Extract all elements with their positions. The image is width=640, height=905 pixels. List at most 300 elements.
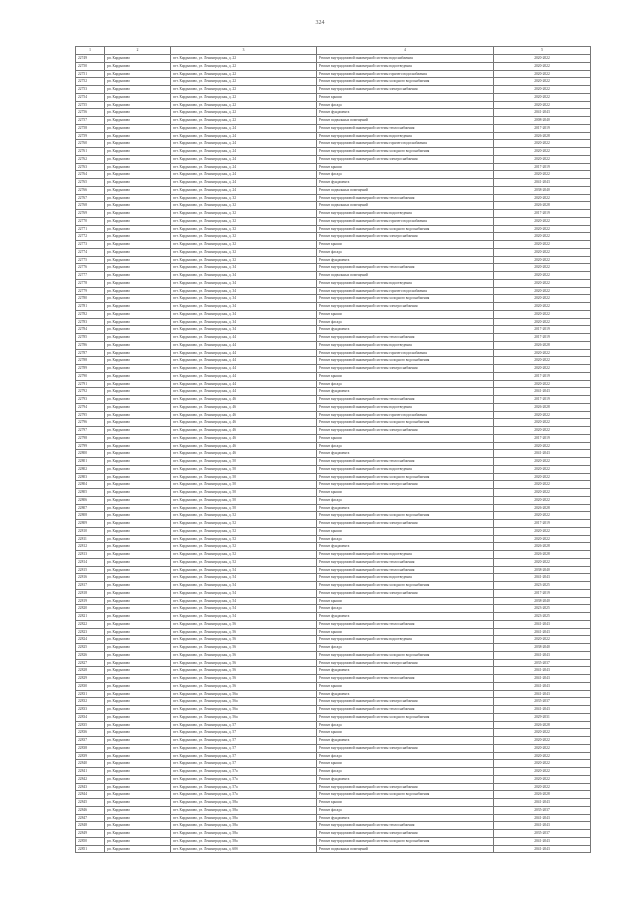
period-cell: 2020-2022 [494, 78, 591, 86]
row-number: 22795 [76, 411, 105, 419]
table-row [76, 450, 591, 458]
period-cell: 2020-2022 [494, 527, 591, 535]
work-type-cell: Ремонт фундамента [317, 775, 494, 783]
work-type-cell: Ремонт крыши [317, 729, 494, 737]
settlement-cell: рп. Кардымово [105, 210, 171, 218]
work-type-cell: Ремонт фасада [317, 535, 494, 543]
work-type-cell: Ремонт внутридомовой инженерной системы теплоснабжения [317, 194, 494, 202]
row-number: 22840 [76, 760, 105, 768]
table-row [76, 613, 591, 621]
period-cell: 2020-2022 [494, 225, 591, 233]
work-type-cell: Ремонт фасада [317, 806, 494, 814]
period-cell: 2020-2022 [494, 310, 591, 318]
table-row [76, 148, 591, 156]
row-number: 22804 [76, 481, 105, 489]
row-number: 22771 [76, 225, 105, 233]
period-cell: 2026-2028 [494, 132, 591, 140]
settlement-cell: рп. Кардымово [105, 241, 171, 249]
settlement-cell: рп. Кардымово [105, 411, 171, 419]
address-cell: пгт. Кардымово, ул. Ленинградская, д. 24 [171, 140, 317, 148]
row-number: 22789 [76, 365, 105, 373]
table-row [76, 256, 591, 264]
row-number: 22786 [76, 341, 105, 349]
settlement-cell: рп. Кардымово [105, 334, 171, 342]
period-cell: 2020-2022 [494, 411, 591, 419]
settlement-cell: рп. Кардымово [105, 837, 171, 845]
row-number: 22800 [76, 450, 105, 458]
address-cell: пгт. Кардымово, ул. Ленинградская, д. 44 [171, 357, 317, 365]
address-cell: пгт. Кардымово, ул. Ленинградская, д. 56 [171, 651, 317, 659]
address-cell: пгт. Кардымово, ул. Ленинградская, д. 54 [171, 566, 317, 574]
address-cell: пгт. Кардымово, ул. Ленинградская, д. 57 [171, 752, 317, 760]
work-type-cell: Ремонт крыши [317, 310, 494, 318]
address-cell: пгт. Кардымово, ул. Ленинградская, д. 34 [171, 310, 317, 318]
period-cell: 2041-2043 [494, 845, 591, 853]
row-number: 22835 [76, 721, 105, 729]
period-cell: 2020-2022 [494, 729, 591, 737]
work-type-cell: Ремонт внутридомовой инженерной системы электроснабжения [317, 589, 494, 597]
period-cell: 2020-2022 [494, 349, 591, 357]
work-type-cell: Ремонт внутридомовой инженерной системы электроснабжения [317, 365, 494, 373]
period-cell: 2020-2022 [494, 70, 591, 78]
address-cell: пгт. Кардымово, ул. Ленинградская, д. 46 [171, 450, 317, 458]
work-type-cell: Ремонт крыши [317, 93, 494, 101]
table-row [76, 667, 591, 675]
period-cell: 2020-2022 [494, 775, 591, 783]
table-row [76, 272, 591, 280]
period-cell: 2020-2022 [494, 248, 591, 256]
address-cell: пгт. Кардымово, ул. Ленинградская, д. 46 [171, 419, 317, 427]
address-cell: пгт. Кардымово, ул. Ленинградская, д. 57 [171, 737, 317, 745]
address-cell: пгт. Кардымово, ул. Ленинградская, д. 24 [171, 186, 317, 194]
period-cell: 2041-2043 [494, 574, 591, 582]
table-row [76, 729, 591, 737]
address-cell: пгт. Кардымово, ул. Ленинградская, д. 58а [171, 830, 317, 838]
period-cell: 2041-2043 [494, 799, 591, 807]
row-number: 22780 [76, 295, 105, 303]
table-row [76, 768, 591, 776]
work-type-cell: Ремонт внутридомовой инженерной системы электроснабжения [317, 427, 494, 435]
settlement-cell: рп. Кардымово [105, 721, 171, 729]
work-type-cell: Ремонт фундамента [317, 613, 494, 621]
settlement-cell: рп. Кардымово [105, 248, 171, 256]
work-type-cell: Ремонт внутридомовой инженерной системы горячего водоснабжения [317, 287, 494, 295]
table-row [76, 171, 591, 179]
row-number: 22788 [76, 357, 105, 365]
work-type-cell: Ремонт внутридомовой инженерной системы водоотведения [317, 62, 494, 70]
settlement-cell: рп. Кардымово [105, 605, 171, 613]
period-cell: 2038-2040 [494, 644, 591, 652]
work-type-cell: Ремонт внутридомовой инженерной системы электроснабжения [317, 155, 494, 163]
settlement-cell: рп. Кардымово [105, 427, 171, 435]
address-cell: пгт. Кардымово, ул. Ленинградская, д. 58а [171, 822, 317, 830]
settlement-cell: рп. Кардымово [105, 698, 171, 706]
address-cell: пгт. Кардымово, ул. Ленинградская, д. 34 [171, 295, 317, 303]
period-cell: 2026-2028 [494, 403, 591, 411]
row-number: 22819 [76, 597, 105, 605]
row-number: 22811 [76, 535, 105, 543]
row-number: 22798 [76, 434, 105, 442]
row-number: 22805 [76, 489, 105, 497]
work-type-cell: Ремонт внутридомовой инженерной системы водоотведения [317, 132, 494, 140]
settlement-cell: рп. Кардымово [105, 481, 171, 489]
address-cell: пгт. Кардымово, ул. Ленинградская, д. 54 [171, 589, 317, 597]
work-type-cell: Ремонт внутридомовой инженерной системы горячего водоснабжения [317, 349, 494, 357]
address-cell: пгт. Кардымово, ул. Ленинградская, д. 44 [171, 349, 317, 357]
table-row [76, 783, 591, 791]
table-row [76, 427, 591, 435]
table-row [76, 93, 591, 101]
table-row [76, 225, 591, 233]
settlement-cell: рп. Кардымово [105, 706, 171, 714]
period-cell: 2017-2019 [494, 326, 591, 334]
table-row [76, 442, 591, 450]
address-cell: пгт. Кардымово, ул. Ленинградская, д. 56 [171, 659, 317, 667]
address-cell: пгт. Кардымово, ул. Ленинградская, д. 50 [171, 458, 317, 466]
address-cell: пгт. Кардымово, ул. Ленинградская, д. 54 [171, 574, 317, 582]
row-number: 22807 [76, 504, 105, 512]
work-type-cell: Ремонт фасада [317, 752, 494, 760]
address-cell: пгт. Кардымово, ул. Ленинградская, д. 50 [171, 481, 317, 489]
address-cell: пгт. Кардымово, ул. Ленинградская, д. 56а [171, 690, 317, 698]
work-type-cell: Ремонт фундамента [317, 179, 494, 187]
row-number: 22826 [76, 651, 105, 659]
row-number: 22777 [76, 272, 105, 280]
row-number: 22797 [76, 427, 105, 435]
address-cell: пгт. Кардымово, ул. Ленинградская, д. 32 [171, 194, 317, 202]
table-row [76, 186, 591, 194]
address-cell: пгт. Кардымово, ул. Ленинградская, д. 50 [171, 504, 317, 512]
work-type-cell: Ремонт крыши [317, 799, 494, 807]
period-cell: 2017-2019 [494, 589, 591, 597]
period-cell: 2020-2022 [494, 558, 591, 566]
address-cell: пгт. Кардымово, ул. Ленинградская, д. 56а [171, 713, 317, 721]
settlement-cell: рп. Кардымово [105, 628, 171, 636]
settlement-cell: рп. Кардымово [105, 272, 171, 280]
work-type-cell: Ремонт фасада [317, 721, 494, 729]
table-row [76, 698, 591, 706]
row-number: 22793 [76, 396, 105, 404]
address-cell: пгт. Кардымово, ул. Ленинградская, д. 57а [171, 783, 317, 791]
column-header: 3 [171, 47, 317, 55]
period-cell: 2035-2037 [494, 659, 591, 667]
period-cell: 2029-2031 [494, 713, 591, 721]
table-row [76, 814, 591, 822]
row-number: 22787 [76, 349, 105, 357]
table-row [76, 597, 591, 605]
address-cell: пгт. Кардымово, ул. Ленинградская, д. 57 [171, 760, 317, 768]
period-cell: 2020-2022 [494, 287, 591, 295]
work-type-cell: Ремонт внутридомовой инженерной системы теплоснабжения [317, 124, 494, 132]
period-cell: 2020-2022 [494, 148, 591, 156]
row-number: 22764 [76, 171, 105, 179]
row-number: 22833 [76, 706, 105, 714]
work-type-cell: Ремонт крыши [317, 489, 494, 497]
address-cell: пгт. Кардымово, ул. Ленинградская, д. 34 [171, 303, 317, 311]
period-cell: 2020-2022 [494, 752, 591, 760]
period-cell: 2035-2037 [494, 830, 591, 838]
row-number: 22794 [76, 403, 105, 411]
period-cell: 2023-2025 [494, 613, 591, 621]
table-row [76, 589, 591, 597]
work-type-cell: Ремонт внутридомовой инженерной системы электроснабжения [317, 698, 494, 706]
period-cell: 2020-2022 [494, 171, 591, 179]
work-type-cell: Ремонт фасада [317, 768, 494, 776]
work-type-cell: Ремонт крыши [317, 760, 494, 768]
period-cell: 2020-2022 [494, 535, 591, 543]
table-row [76, 86, 591, 94]
row-number: 22784 [76, 326, 105, 334]
row-number: 22848 [76, 822, 105, 830]
table-row [76, 403, 591, 411]
row-number: 22802 [76, 465, 105, 473]
table-row [76, 620, 591, 628]
work-type-cell: Ремонт внутридомовой инженерной системы горячего водоснабжения [317, 411, 494, 419]
settlement-cell: рп. Кардымово [105, 86, 171, 94]
settlement-cell: рп. Кардымово [105, 566, 171, 574]
work-type-cell: Ремонт фундамента [317, 388, 494, 396]
work-type-cell: Ремонт внутридомовой инженерной системы теплоснабжения [317, 558, 494, 566]
address-cell: пгт. Кардымово, ул. Ленинградская, д. 24 [171, 148, 317, 156]
row-number: 22753 [76, 86, 105, 94]
work-type-cell: Ремонт фасада [317, 380, 494, 388]
period-cell: 2017-2019 [494, 210, 591, 218]
table-row [76, 675, 591, 683]
work-type-cell: Ремонт крыши [317, 372, 494, 380]
row-number: 22778 [76, 279, 105, 287]
period-cell: 2035-2037 [494, 806, 591, 814]
table-row [76, 179, 591, 187]
period-cell: 2020-2022 [494, 318, 591, 326]
row-number: 22792 [76, 388, 105, 396]
table-row [76, 55, 591, 63]
row-number: 22799 [76, 442, 105, 450]
address-cell: пгт. Кардымово, ул. Ленинградская, д. 54 [171, 613, 317, 621]
row-number: 22838 [76, 744, 105, 752]
address-cell: пгт. Кардымово, ул. Ленинградская, д. 52 [171, 535, 317, 543]
work-type-cell: Ремонт фасада [317, 496, 494, 504]
work-type-cell: Ремонт фасада [317, 644, 494, 652]
table-row [76, 295, 591, 303]
settlement-cell: рп. Кардымово [105, 527, 171, 535]
work-type-cell: Ремонт внутридомовой инженерной системы холодного водоснабжения [317, 713, 494, 721]
period-cell: 2041-2043 [494, 675, 591, 683]
period-cell: 2020-2022 [494, 233, 591, 241]
period-cell: 2020-2022 [494, 489, 591, 497]
work-type-cell: Ремонт внутридомовой инженерной системы электроснабжения [317, 303, 494, 311]
row-number: 22801 [76, 458, 105, 466]
period-cell: 2017-2019 [494, 372, 591, 380]
period-cell: 2020-2022 [494, 744, 591, 752]
work-type-cell: Ремонт внутридомовой инженерной системы водоотведения [317, 465, 494, 473]
table-row [76, 341, 591, 349]
row-number: 22823 [76, 628, 105, 636]
settlement-cell: рп. Кардымово [105, 365, 171, 373]
period-cell: 2041-2043 [494, 814, 591, 822]
address-cell: пгт. Кардымово, ул. Ленинградская, д. 44 [171, 334, 317, 342]
work-type-cell: Ремонт внутридомовой инженерной системы электроснабжения [317, 233, 494, 241]
work-type-cell: Ремонт крыши [317, 597, 494, 605]
settlement-cell: рп. Кардымово [105, 287, 171, 295]
period-cell: 2020-2022 [494, 380, 591, 388]
table-row [76, 365, 591, 373]
table-row [76, 279, 591, 287]
row-number: 22755 [76, 101, 105, 109]
period-cell: 2008-2040 [494, 117, 591, 125]
address-cell: пгт. Кардымово, ул. Ленинградская, д. 46 [171, 434, 317, 442]
table-row [76, 706, 591, 714]
row-number: 22773 [76, 241, 105, 249]
settlement-cell: рп. Кардымово [105, 496, 171, 504]
table-row [76, 535, 591, 543]
row-number: 22775 [76, 256, 105, 264]
address-cell: пгт. Кардымово, ул. Ленинградская, д. 56а [171, 698, 317, 706]
period-cell: 2020-2022 [494, 194, 591, 202]
settlement-cell: рп. Кардымово [105, 155, 171, 163]
settlement-cell: рп. Кардымово [105, 644, 171, 652]
row-number: 22827 [76, 659, 105, 667]
period-cell: 2041-2043 [494, 682, 591, 690]
row-number: 22822 [76, 620, 105, 628]
work-type-cell: Ремонт внутридомовой инженерной системы водоотведения [317, 210, 494, 218]
settlement-cell: рп. Кардымово [105, 419, 171, 427]
table-row [76, 287, 591, 295]
table-row [76, 434, 591, 442]
table-row [76, 396, 591, 404]
settlement-cell: рп. Кардымово [105, 636, 171, 644]
work-type-cell: Ремонт внутридомовой инженерной системы водоотведения [317, 279, 494, 287]
address-cell: пгт. Кардымово, ул. Ленинградская, д. 34 [171, 272, 317, 280]
address-cell: пгт. Кардымово, ул. Ленинградская, д. 22 [171, 101, 317, 109]
row-number: 22757 [76, 117, 105, 125]
settlement-cell: рп. Кардымово [105, 148, 171, 156]
work-type-cell: Ремонт внутридомовой инженерной системы теплоснабжения [317, 264, 494, 272]
settlement-cell: рп. Кардымово [105, 163, 171, 171]
row-number: 22782 [76, 310, 105, 318]
address-cell: пгт. Кардымово, ул. Ленинградская, д. 57 [171, 721, 317, 729]
row-number: 22844 [76, 791, 105, 799]
settlement-cell: рп. Кардымово [105, 349, 171, 357]
period-cell: 2020-2022 [494, 93, 591, 101]
row-number: 22783 [76, 318, 105, 326]
address-cell: пгт. Кардымово, ул. Ленинградская, д. 32 [171, 233, 317, 241]
row-number: 22803 [76, 473, 105, 481]
address-cell: пгт. Кардымово, ул. Ленинградская, д. 57а [171, 791, 317, 799]
address-cell: пгт. Кардымово, ул. Ленинградская, д. 58а [171, 806, 317, 814]
address-cell: пгт. Кардымово, ул. Ленинградская, д. 56 [171, 620, 317, 628]
address-cell: пгт. Кардымово, ул. Ленинградская, д. 54 [171, 597, 317, 605]
work-type-cell: Ремонт внутридомовой инженерной системы водоотведения [317, 341, 494, 349]
work-type-cell: Ремонт внутридомовой инженерной системы электроснабжения [317, 86, 494, 94]
address-cell: пгт. Кардымово, ул. Ленинградская, д. 44 [171, 365, 317, 373]
settlement-cell: рп. Кардымово [105, 62, 171, 70]
table-row [76, 713, 591, 721]
address-cell: пгт. Кардымово, ул. Ленинградская, д. 57а [171, 775, 317, 783]
table-row [76, 303, 591, 311]
settlement-cell: рп. Кардымово [105, 682, 171, 690]
period-cell: 2020-2022 [494, 101, 591, 109]
settlement-cell: рп. Кардымово [105, 434, 171, 442]
table-row [76, 70, 591, 78]
period-cell: 2041-2043 [494, 651, 591, 659]
settlement-cell: рп. Кардымово [105, 791, 171, 799]
work-type-cell: Ремонт внутридомовой инженерной системы холодного водоснабжения [317, 148, 494, 156]
period-cell: 2017-2019 [494, 163, 591, 171]
row-number: 22765 [76, 179, 105, 187]
table-row [76, 140, 591, 148]
settlement-cell: рп. Кардымово [105, 775, 171, 783]
settlement-cell: рп. Кардымово [105, 574, 171, 582]
settlement-cell: рп. Кардымово [105, 512, 171, 520]
work-type-cell: Ремонт внутридомовой инженерной системы водоснабжения [317, 55, 494, 63]
settlement-cell: рп. Кардымово [105, 93, 171, 101]
row-number: 22767 [76, 194, 105, 202]
period-cell: 2017-2019 [494, 396, 591, 404]
address-cell: пгт. Кардымово, ул. Ленинградская, д. 46 [171, 411, 317, 419]
address-cell: пгт. Кардымово, ул. Ленинградская, д. 32 [171, 210, 317, 218]
address-cell: пгт. Кардымово, ул. Ленинградская, д. 22 [171, 55, 317, 63]
period-cell: 2020-2022 [494, 217, 591, 225]
work-type-cell: Ремонт внутридомовой инженерной системы водоотведения [317, 403, 494, 411]
period-cell: 2026-2028 [494, 721, 591, 729]
period-cell: 2041-2043 [494, 837, 591, 845]
row-number: 22845 [76, 799, 105, 807]
address-cell: пгт. Кардымово, ул. Ленинградская, д. 58а [171, 799, 317, 807]
work-type-cell: Ремонт внутридомовой инженерной системы электроснабжения [317, 783, 494, 791]
address-cell: пгт. Кардымово, ул. Ленинградская, д. 22 [171, 93, 317, 101]
table-row [76, 349, 591, 357]
period-cell: 2038-2040 [494, 566, 591, 574]
address-cell: пгт. Кардымово, ул. Ленинградская, д. 34 [171, 318, 317, 326]
period-cell: 2020-2022 [494, 465, 591, 473]
settlement-cell: рп. Кардымово [105, 713, 171, 721]
row-number: 22766 [76, 186, 105, 194]
work-type-cell: Ремонт внутридомовой инженерной системы электроснабжения [317, 744, 494, 752]
address-cell: пгт. Кардымово, ул. Ленинградская, д. 22 [171, 86, 317, 94]
address-cell: пгт. Кардымово, ул. Ленинградская, д. 58а [171, 837, 317, 845]
settlement-cell: рп. Кардымово [105, 504, 171, 512]
table-row [76, 551, 591, 559]
work-type-cell: Ремонт крыши [317, 682, 494, 690]
table-row [76, 690, 591, 698]
table-row [76, 520, 591, 528]
address-cell: пгт. Кардымово, ул. Ленинградская, д. 22 [171, 117, 317, 125]
table-row [76, 830, 591, 838]
row-number: 22756 [76, 109, 105, 117]
table-row [76, 845, 591, 853]
column-header: 2 [105, 47, 171, 55]
settlement-cell: рп. Кардымово [105, 132, 171, 140]
row-number: 22849 [76, 830, 105, 838]
table-row [76, 124, 591, 132]
settlement-cell: рп. Кардымово [105, 589, 171, 597]
settlement-cell: рп. Кардымово [105, 179, 171, 187]
column-header: 5 [494, 47, 591, 55]
address-cell: пгт. Кардымово, ул. Ленинградская, д. 22 [171, 109, 317, 117]
row-number: 22824 [76, 636, 105, 644]
work-type-cell: Ремонт внутридомовой инженерной системы электроснабжения [317, 481, 494, 489]
settlement-cell: рп. Кардымово [105, 357, 171, 365]
settlement-cell: рп. Кардымово [105, 186, 171, 194]
table-row [76, 566, 591, 574]
table-row [76, 458, 591, 466]
row-number: 22791 [76, 380, 105, 388]
work-type-cell: Ремонт фасада [317, 171, 494, 179]
settlement-cell: рп. Кардымово [105, 830, 171, 838]
table-row [76, 210, 591, 218]
table-row [76, 310, 591, 318]
address-cell: пгт. Кардымово, ул. Ленинградская, д. 52 [171, 551, 317, 559]
